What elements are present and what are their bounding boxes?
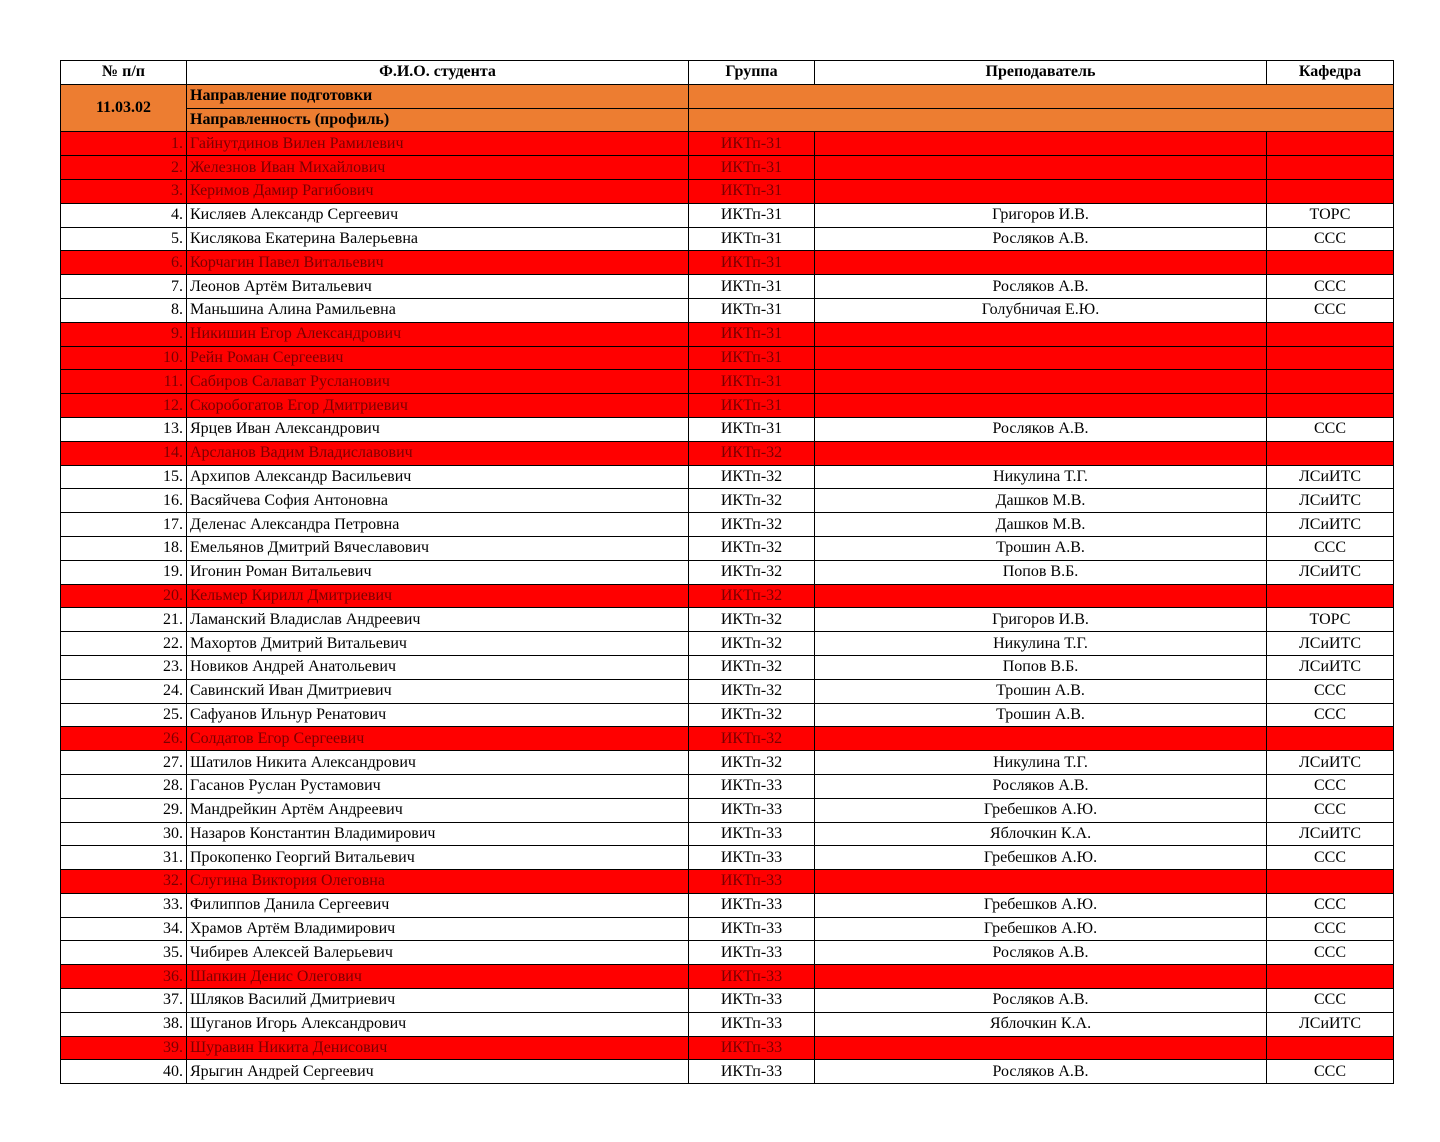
group-cell: ИКТп-31 xyxy=(689,179,815,203)
row-num: 18. xyxy=(61,536,187,560)
teacher-cell: Росляков А.В. xyxy=(815,941,1267,965)
student-name: Мандрейкин Артём Андреевич xyxy=(187,798,689,822)
section-profile-label: Направленность (профиль) xyxy=(187,108,689,132)
student-name: Корчагин Павел Витальевич xyxy=(187,251,689,275)
group-cell: ИКТп-32 xyxy=(689,465,815,489)
student-name: Кельмер Кирилл Дмитриевич xyxy=(187,584,689,608)
teacher-cell: Голубничая Е.Ю. xyxy=(815,298,1267,322)
row-num: 38. xyxy=(61,1012,187,1036)
row-num: 15. xyxy=(61,465,187,489)
teacher-cell: Трошин А.В. xyxy=(815,703,1267,727)
teacher-cell xyxy=(815,1036,1267,1060)
row-num: 1. xyxy=(61,132,187,156)
row-num: 27. xyxy=(61,751,187,775)
group-cell: ИКТп-32 xyxy=(689,632,815,656)
student-name: Шапкин Денис Олегович xyxy=(187,965,689,989)
row-num: 29. xyxy=(61,798,187,822)
table-row xyxy=(61,489,1394,513)
dept-cell: ССС xyxy=(1267,774,1394,798)
teacher-cell xyxy=(815,394,1267,418)
teacher-cell: Яблочкин К.А. xyxy=(815,1012,1267,1036)
group-cell: ИКТп-33 xyxy=(689,798,815,822)
teacher-cell: Росляков А.В. xyxy=(815,1060,1267,1084)
teacher-cell: Росляков А.В. xyxy=(815,774,1267,798)
student-name: Новиков Андрей Анатольевич xyxy=(187,655,689,679)
table-row xyxy=(61,560,1394,584)
row-num: 39. xyxy=(61,1036,187,1060)
dept-cell: ЛСиИТС xyxy=(1267,560,1394,584)
dept-cell: ССС xyxy=(1267,417,1394,441)
group-cell: ИКТп-32 xyxy=(689,608,815,632)
dept-cell: ЛСиИТС xyxy=(1267,489,1394,513)
table-row xyxy=(61,370,1394,394)
row-num: 5. xyxy=(61,227,187,251)
dept-cell: ЛСиИТС xyxy=(1267,1012,1394,1036)
table-row xyxy=(61,465,1394,489)
student-name: Солдатов Егор Сергеевич xyxy=(187,727,689,751)
table-row xyxy=(61,917,1394,941)
dept-cell: ССС xyxy=(1267,846,1394,870)
dept-cell: ССС xyxy=(1267,298,1394,322)
row-num: 22. xyxy=(61,632,187,656)
dept-cell: ССС xyxy=(1267,227,1394,251)
group-cell: ИКТп-33 xyxy=(689,870,815,894)
row-num: 33. xyxy=(61,893,187,917)
group-cell: ИКТп-31 xyxy=(689,203,815,227)
student-name: Кисляев Александр Сергеевич xyxy=(187,203,689,227)
students-table xyxy=(60,60,1394,1084)
table-row xyxy=(61,322,1394,346)
table-row xyxy=(61,870,1394,894)
dept-cell: ЛСиИТС xyxy=(1267,465,1394,489)
row-num: 31. xyxy=(61,846,187,870)
dept-cell: ССС xyxy=(1267,989,1394,1013)
student-name: Никишин Егор Александрович xyxy=(187,322,689,346)
dept-cell xyxy=(1267,132,1394,156)
group-cell: ИКТп-31 xyxy=(689,322,815,346)
teacher-cell xyxy=(815,965,1267,989)
dept-cell: ССС xyxy=(1267,703,1394,727)
row-num: 2. xyxy=(61,156,187,180)
teacher-cell: Гребешков А.Ю. xyxy=(815,846,1267,870)
group-cell: ИКТп-31 xyxy=(689,227,815,251)
table-row xyxy=(61,298,1394,322)
header-group: Группа xyxy=(689,61,815,85)
dept-cell xyxy=(1267,870,1394,894)
table-row xyxy=(61,132,1394,156)
group-cell: ИКТп-32 xyxy=(689,751,815,775)
dept-cell xyxy=(1267,370,1394,394)
student-name: Железнов Иван Михайлович xyxy=(187,156,689,180)
teacher-cell: Гребешков А.Ю. xyxy=(815,917,1267,941)
row-num: 4. xyxy=(61,203,187,227)
group-cell: ИКТп-32 xyxy=(689,560,815,584)
student-name: Сафуанов Ильнур Ренатович xyxy=(187,703,689,727)
table-row xyxy=(61,798,1394,822)
group-cell: ИКТп-33 xyxy=(689,774,815,798)
group-cell: ИКТп-33 xyxy=(689,846,815,870)
section-row-profile xyxy=(61,108,1394,132)
table-row xyxy=(61,536,1394,560)
section-direction-label: Направление подготовки xyxy=(187,84,689,108)
student-name: Чибирев Алексей Валерьевич xyxy=(187,941,689,965)
row-num: 21. xyxy=(61,608,187,632)
group-cell: ИКТп-32 xyxy=(689,679,815,703)
section-direction-value xyxy=(689,84,1394,108)
dept-cell xyxy=(1267,346,1394,370)
table-row xyxy=(61,394,1394,418)
dept-cell: ССС xyxy=(1267,941,1394,965)
teacher-cell: Гребешков А.Ю. xyxy=(815,893,1267,917)
student-name: Леонов Артём Витальевич xyxy=(187,275,689,299)
student-name: Филиппов Данила Сергеевич xyxy=(187,893,689,917)
student-name: Гасанов Руслан Рустамович xyxy=(187,774,689,798)
table-row xyxy=(61,227,1394,251)
teacher-cell xyxy=(815,251,1267,275)
teacher-cell xyxy=(815,322,1267,346)
dept-cell xyxy=(1267,441,1394,465)
header-dept: Кафедра xyxy=(1267,61,1394,85)
dept-cell: ССС xyxy=(1267,679,1394,703)
group-cell: ИКТп-31 xyxy=(689,132,815,156)
header-row xyxy=(61,61,1394,85)
row-num: 20. xyxy=(61,584,187,608)
table-row xyxy=(61,893,1394,917)
group-cell: ИКТп-32 xyxy=(689,584,815,608)
teacher-cell: Никулина Т.Г. xyxy=(815,465,1267,489)
table-row xyxy=(61,1060,1394,1084)
student-name: Васяйчева София Антоновна xyxy=(187,489,689,513)
group-cell: ИКТп-32 xyxy=(689,655,815,679)
group-cell: ИКТп-31 xyxy=(689,417,815,441)
table-row xyxy=(61,1012,1394,1036)
table-row xyxy=(61,275,1394,299)
student-name: Маньшина Алина Рамильевна xyxy=(187,298,689,322)
teacher-cell xyxy=(815,584,1267,608)
group-cell: ИКТп-33 xyxy=(689,965,815,989)
row-num: 34. xyxy=(61,917,187,941)
table-row xyxy=(61,417,1394,441)
student-name: Прокопенко Георгий Витальевич xyxy=(187,846,689,870)
table-row xyxy=(61,965,1394,989)
group-cell: ИКТп-33 xyxy=(689,1012,815,1036)
dept-cell xyxy=(1267,322,1394,346)
group-cell: ИКТп-33 xyxy=(689,1060,815,1084)
row-num: 10. xyxy=(61,346,187,370)
dept-cell xyxy=(1267,251,1394,275)
student-name: Шляков Василий Дмитриевич xyxy=(187,989,689,1013)
student-name: Рейн Роман Сергеевич xyxy=(187,346,689,370)
group-cell: ИКТп-32 xyxy=(689,513,815,537)
student-name: Шуганов Игорь Александрович xyxy=(187,1012,689,1036)
group-cell: ИКТп-31 xyxy=(689,156,815,180)
row-num: 26. xyxy=(61,727,187,751)
student-name: Гайнутдинов Вилен Рамилевич xyxy=(187,132,689,156)
student-name: Арсланов Вадим Владиславович xyxy=(187,441,689,465)
table-row xyxy=(61,846,1394,870)
dept-cell: ЛСиИТС xyxy=(1267,632,1394,656)
dept-cell: ЛСиИТС xyxy=(1267,822,1394,846)
table-row xyxy=(61,441,1394,465)
teacher-cell: Попов В.Б. xyxy=(815,655,1267,679)
teacher-cell xyxy=(815,346,1267,370)
dept-cell: ЛСиИТС xyxy=(1267,655,1394,679)
group-cell: ИКТп-31 xyxy=(689,298,815,322)
row-num: 35. xyxy=(61,941,187,965)
dept-cell xyxy=(1267,965,1394,989)
teacher-cell: Попов В.Б. xyxy=(815,560,1267,584)
table-row xyxy=(61,679,1394,703)
row-num: 13. xyxy=(61,417,187,441)
group-cell: ИКТп-31 xyxy=(689,251,815,275)
student-name: Сабиров Салават Русланович xyxy=(187,370,689,394)
group-cell: ИКТп-33 xyxy=(689,941,815,965)
table-row xyxy=(61,156,1394,180)
dept-cell: ССС xyxy=(1267,798,1394,822)
group-cell: ИКТп-33 xyxy=(689,917,815,941)
table-row xyxy=(61,632,1394,656)
teacher-cell: Росляков А.В. xyxy=(815,989,1267,1013)
header-num: № п/п xyxy=(61,61,187,85)
teacher-cell: Трошин А.В. xyxy=(815,536,1267,560)
group-cell: ИКТп-32 xyxy=(689,703,815,727)
row-num: 32. xyxy=(61,870,187,894)
group-cell: ИКТп-32 xyxy=(689,441,815,465)
student-name: Шуравин Никита Денисович xyxy=(187,1036,689,1060)
teacher-cell xyxy=(815,156,1267,180)
dept-cell: ССС xyxy=(1267,1060,1394,1084)
student-name: Архипов Александр Васильевич xyxy=(187,465,689,489)
table-row xyxy=(61,727,1394,751)
dept-cell: ССС xyxy=(1267,917,1394,941)
group-cell: ИКТп-33 xyxy=(689,822,815,846)
group-cell: ИКТп-32 xyxy=(689,536,815,560)
row-num: 25. xyxy=(61,703,187,727)
section-row-direction xyxy=(61,84,1394,108)
row-num: 40. xyxy=(61,1060,187,1084)
table-row xyxy=(61,751,1394,775)
teacher-cell: Никулина Т.Г. xyxy=(815,632,1267,656)
table-row xyxy=(61,774,1394,798)
teacher-cell: Яблочкин К.А. xyxy=(815,822,1267,846)
table-row xyxy=(61,179,1394,203)
teacher-cell: Григоров И.В. xyxy=(815,608,1267,632)
student-name: Слугина Виктория Олеговна xyxy=(187,870,689,894)
dept-cell xyxy=(1267,727,1394,751)
table-row xyxy=(61,989,1394,1013)
dept-cell xyxy=(1267,179,1394,203)
row-num: 19. xyxy=(61,560,187,584)
teacher-cell: Никулина Т.Г. xyxy=(815,751,1267,775)
dept-cell: ЛСиИТС xyxy=(1267,751,1394,775)
teacher-cell xyxy=(815,870,1267,894)
table-body xyxy=(61,84,1394,1083)
table-row xyxy=(61,1036,1394,1060)
table-row xyxy=(61,608,1394,632)
table-row xyxy=(61,941,1394,965)
dept-cell: ССС xyxy=(1267,275,1394,299)
teacher-cell: Росляков А.В. xyxy=(815,417,1267,441)
student-name: Савинский Иван Дмитриевич xyxy=(187,679,689,703)
row-num: 37. xyxy=(61,989,187,1013)
row-num: 30. xyxy=(61,822,187,846)
table-row xyxy=(61,203,1394,227)
row-num: 17. xyxy=(61,513,187,537)
student-name: Махортов Дмитрий Витальевич xyxy=(187,632,689,656)
student-name: Емельянов Дмитрий Вячеславович xyxy=(187,536,689,560)
row-num: 16. xyxy=(61,489,187,513)
table-row xyxy=(61,346,1394,370)
section-code: 11.03.02 xyxy=(61,84,187,132)
student-name: Шатилов Никита Александрович xyxy=(187,751,689,775)
row-num: 24. xyxy=(61,679,187,703)
teacher-cell: Дашков М.В. xyxy=(815,489,1267,513)
row-num: 8. xyxy=(61,298,187,322)
group-cell: ИКТп-31 xyxy=(689,394,815,418)
student-name: Керимов Дамир Рагибович xyxy=(187,179,689,203)
row-num: 11. xyxy=(61,370,187,394)
group-cell: ИКТп-32 xyxy=(689,489,815,513)
teacher-cell: Росляков А.В. xyxy=(815,275,1267,299)
row-num: 28. xyxy=(61,774,187,798)
student-name: Ламанский Владислав Андреевич xyxy=(187,608,689,632)
group-cell: ИКТп-31 xyxy=(689,275,815,299)
table-row xyxy=(61,655,1394,679)
table-row xyxy=(61,822,1394,846)
table-row xyxy=(61,584,1394,608)
dept-cell xyxy=(1267,156,1394,180)
student-name: Игонин Роман Витальевич xyxy=(187,560,689,584)
group-cell: ИКТп-31 xyxy=(689,346,815,370)
dept-cell xyxy=(1267,1036,1394,1060)
row-num: 14. xyxy=(61,441,187,465)
student-name: Ярыгин Андрей Сергеевич xyxy=(187,1060,689,1084)
teacher-cell xyxy=(815,727,1267,751)
dept-cell: ССС xyxy=(1267,893,1394,917)
teacher-cell xyxy=(815,441,1267,465)
teacher-cell xyxy=(815,132,1267,156)
group-cell: ИКТп-33 xyxy=(689,1036,815,1060)
header-name: Ф.И.О. студента xyxy=(187,61,689,85)
row-num: 12. xyxy=(61,394,187,418)
student-name: Храмов Артём Владимирович xyxy=(187,917,689,941)
student-name: Назаров Константин Владимирович xyxy=(187,822,689,846)
student-name: Кислякова Екатерина Валерьевна xyxy=(187,227,689,251)
header-teacher: Преподаватель xyxy=(815,61,1267,85)
student-name: Деленас Александра Петровна xyxy=(187,513,689,537)
row-num: 36. xyxy=(61,965,187,989)
row-num: 7. xyxy=(61,275,187,299)
dept-cell: ТОРС xyxy=(1267,608,1394,632)
table-row xyxy=(61,251,1394,275)
teacher-cell: Трошин А.В. xyxy=(815,679,1267,703)
table-row xyxy=(61,703,1394,727)
row-num: 9. xyxy=(61,322,187,346)
row-num: 23. xyxy=(61,655,187,679)
group-cell: ИКТп-32 xyxy=(689,727,815,751)
dept-cell: ТОРС xyxy=(1267,203,1394,227)
group-cell: ИКТп-33 xyxy=(689,893,815,917)
row-num: 3. xyxy=(61,179,187,203)
group-cell: ИКТп-31 xyxy=(689,370,815,394)
dept-cell xyxy=(1267,584,1394,608)
dept-cell: ЛСиИТС xyxy=(1267,513,1394,537)
teacher-cell: Росляков А.В. xyxy=(815,227,1267,251)
table-row xyxy=(61,513,1394,537)
teacher-cell xyxy=(815,179,1267,203)
teacher-cell: Дашков М.В. xyxy=(815,513,1267,537)
dept-cell xyxy=(1267,394,1394,418)
row-num: 6. xyxy=(61,251,187,275)
student-name: Ярцев Иван Александрович xyxy=(187,417,689,441)
dept-cell: ССС xyxy=(1267,536,1394,560)
group-cell: ИКТп-33 xyxy=(689,989,815,1013)
student-name: Скоробогатов Егор Дмитриевич xyxy=(187,394,689,418)
teacher-cell xyxy=(815,370,1267,394)
section-profile-value xyxy=(689,108,1394,132)
teacher-cell: Григоров И.В. xyxy=(815,203,1267,227)
teacher-cell: Гребешков А.Ю. xyxy=(815,798,1267,822)
